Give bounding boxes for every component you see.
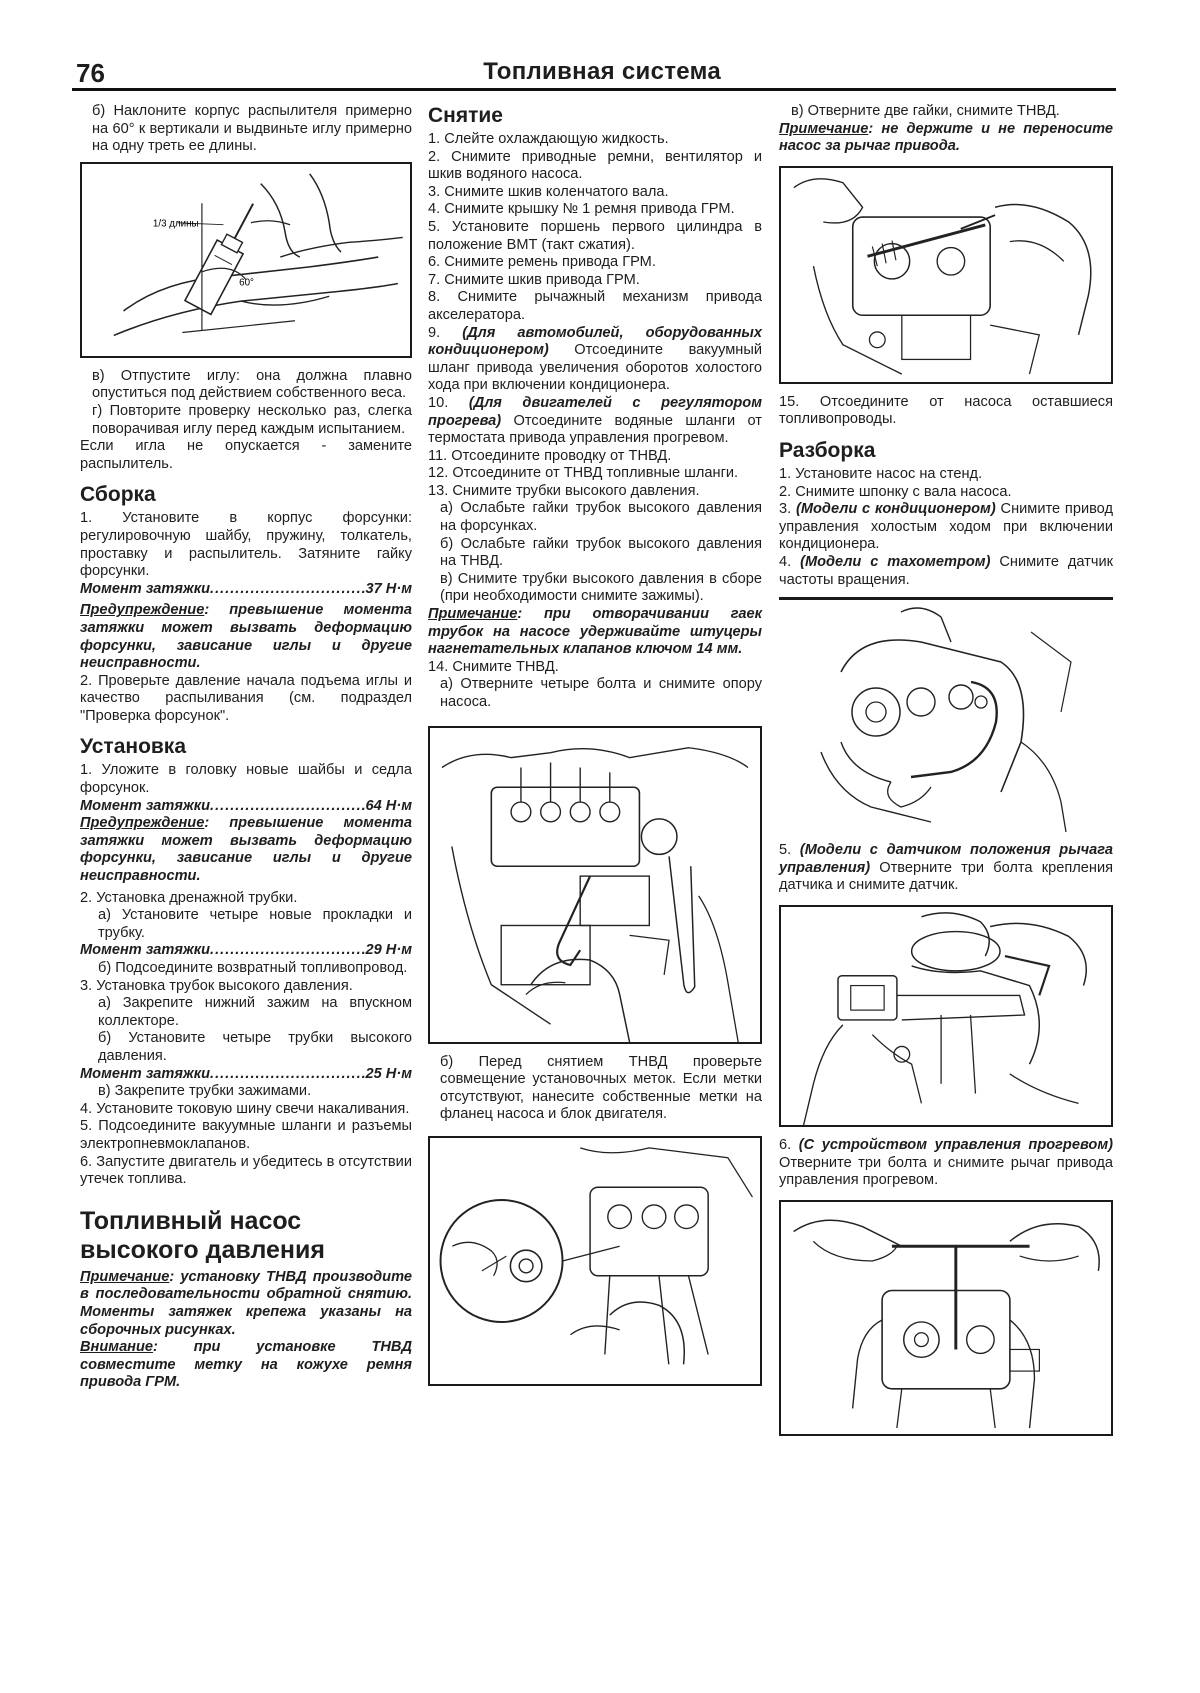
note-lever [779,121,1113,156]
snyatie-step-8: 8. Снимите рычажный механизм привода акселератора. [428,289,762,323]
torque-label: Момент затяжки [80,1065,211,1082]
ust-step-6: 6. Запустите двигатель и убедитесь в отсутствии утечек топлива. [80,1153,412,1188]
torque-label: Момент затяжки [80,942,211,959]
lever-sensor-illustration [781,907,1111,1125]
ust-step-5: 5. Подсоедините вакуумные шланги и разъемы электропневмоклапанов. [80,1118,412,1152]
torque-value: 37 Н·м [365,580,412,597]
snyatie-step-15: 15. Отсоедините от насоса оставшиеся топливопроводы. [779,393,1113,428]
ust-step-4: 4. Установите токовую шину свечи накаливания. [80,1100,410,1117]
warning-2 [80,815,412,885]
ust-step-2a: а) Установите четыре новые прокладки и трубку. [98,907,412,941]
torque-label: Момент затяжки [80,797,211,814]
step-g-repeat: г) Повторите проверку несколько раз, слегка поворачивая иглу перед каждым испытанием. [92,402,412,437]
warning-1 [80,602,412,672]
sborka-step-2: 2. Проверьте давление начала подъема иглы и качество распыливания (см. подраздел "Проверка форсунок". [80,672,412,724]
snyatie-step-1: 1. Слейте охлаждающую жидкость. [428,131,669,147]
step-b-tilt: б) Наклоните корпус распылителя примерно на 60° к вертикали и выдвиньте иглу примерно на одну треть ее длины. [92,103,412,155]
note-body: : установку ТНВД производите в последовательности обратной снятию. Моменты затяжек крепежа указаны на сборочных рисунках. [80,1268,412,1338]
torque-value: 64 Н·м [365,797,412,814]
attention-body: : при установке ТНВД совместите метку на кожухе ремня привода ГРМ. [80,1339,412,1391]
page-number: 76 [76,58,105,88]
razborka-step-5: 5. (Модели с датчиком положения рычага управления) Отверните три болта крепления датчика и снимите датчик. [779,842,1113,894]
ust-step-3b: б) Установите четыре трубки высокого давления. [98,1030,412,1064]
note-label: Примечание [779,120,869,137]
section-title-ustanovka: Установка [80,735,186,759]
razborka-step-3: 3. (Модели с кондиционером) Снимите привод управления холостым ходом при включении кондиционера. [779,501,1113,553]
figure-timing-marks [428,1136,762,1386]
snyatie-step-14a: а) Отверните четыре болта и снимите опору насоса. [440,676,762,710]
ust-step-2: 2. Установка дренажной трубки. [80,889,298,906]
snyatie-step-5: 5. Установите поршень первого цилиндра в положение ВМТ (такт сжатия). [428,218,762,253]
note-body: : при отворачивании гаек трубок на насосе удерживайте штуцеры нагнетательных клапанов ключом 14 мм. [428,606,762,658]
ust-step-3a: а) Закрепите нижний зажим на впускном коллекторе. [98,995,412,1029]
warmup-lever-illustration [781,1202,1111,1434]
note-body: : не держите и не переносите насос за рычаг привода. [779,120,1113,155]
section-title-snyatie: Снятие [428,104,503,127]
snyatie-step-13a: а) Ослабьте гайки трубок высокого давления на форсунках. [440,500,762,535]
razborka-step-2: 2. Снимите шпонку с вала насоса. [779,483,1012,500]
pump-bracket-illustration [430,728,760,1042]
column-middle [428,103,762,1396]
figure-warmup-lever [779,1200,1113,1436]
column-left [80,103,412,1392]
attention-note [80,1339,412,1392]
sborka-step-1: 1. Установите в корпус форсунки: регулировочную шайбу, пружину, толкатель, проставку и распылитель. Затяните гайку форсунки. [80,510,412,580]
step-v-release: в) Отпустите иглу: она должна плавно опуститься под действием собственного веса. [92,367,412,402]
replace-note: Если игла не опускается - замените распылитель. [80,438,412,472]
figure-lever-sensor [779,905,1113,1127]
snyatie-step-13: 13. Снимите трубки высокого давления. [428,482,700,499]
running-title: Топливная система [483,58,721,85]
ust-step-1: 1. Уложите в головку новые шайбы и седла форсунок. [80,762,412,797]
note-pipe-nuts [428,606,762,659]
warning-label: Предупреждение [80,815,205,832]
column-right [779,103,1113,1446]
snyatie-step-2: 2. Снимите приводные ремни, вентилятор и шкив водяного насоса. [428,148,762,183]
figure-nozzle-needle [80,162,412,358]
snyatie-step-13b: б) Ослабьте гайки трубок высокого давления на ТНВД. [440,535,762,570]
attention-label: Внимание [80,1339,154,1356]
torque-label: Момент затяжки [80,580,211,597]
figure-speed-sensor [779,602,1113,832]
section-title-razborka: Разборка [779,438,876,462]
snyatie-step-13v: в) Снимите трубки высокого давления в сборе (при необходимости снимите зажимы). [440,570,762,605]
snyatie-step-12: 12. Отсоедините от ТНВД топливные шланги. [428,465,739,482]
snyatie-step-14: 14. Снимите ТНВД. [428,658,559,675]
fig1-length-label: 1/3 длины [152,218,199,230]
warning-body: : превышение момента затяжки может вызвать деформацию форсунки, зависание иглы и другие неисправности. [80,602,412,672]
torque-value: 25 Н·м [365,1065,412,1082]
fig1-angle-label: 60° [239,277,254,289]
section-title-sborka: Сборка [80,483,156,507]
header-rule [72,88,1116,91]
torque-value: 29 Н·м [365,942,412,959]
snyatie-step-7: 7. Снимите шкив привода ГРМ. [428,271,640,288]
snyatie-step-10: 10. (Для двигателей с регулятором прогрева) Отсоедините водяные шланги от термостата привода управления прогревом. [428,394,762,447]
figure-pump-nuts [779,166,1113,384]
snyatie-step-6: 6. Снимите ремень привода ГРМ. [428,254,656,271]
razborka-step-6: 6. (С устройством управления прогревом) Отверните три болта и снимите рычаг привода управления прогревом. [779,1136,1113,1189]
section-title-tnvd: Топливный насос высокого давления [80,1206,325,1264]
torque-row-37 [80,581,412,599]
ust-step-3: 3. Установка трубок высокого давления. [80,977,353,994]
figure-top-rule [779,597,1113,600]
warning-label: Предупреждение [80,602,205,619]
ust-step-3v: в) Закрепите трубки зажимами. [98,1083,312,1100]
figure-pump-bracket [428,726,762,1044]
pump-nuts-illustration [781,168,1111,382]
snyatie-step-9: 9. (Для автомобилей, оборудованных кондиционером) Отсоедините вакуумный шланг привода увеличения оборотов холостого хода при включении кондиционера. [428,324,762,394]
speed-sensor-illustration [779,602,1113,832]
note-label: Примечание [80,1268,170,1285]
snyatie-step-14b: б) Перед снятием ТНВД проверьте совмещение установочных меток. Если метки отсутствуют, нанесите собственные метки на фланец насоса и блок двигателя. [440,1053,762,1123]
note-label: Примечание [428,606,518,623]
snyatie-step-11: 11. Отсоедините проводку от ТНВД. [428,447,672,464]
snyatie-step-3: 3. Снимите шкив коленчатого вала. [428,183,669,200]
snyatie-step-14v: в) Отверните две гайки, снимите ТНВД. [791,103,1060,119]
note-install-order [80,1269,412,1339]
torque-row-64 [80,798,412,816]
snyatie-step-4: 4. Снимите крышку № 1 ремня привода ГРМ. [428,201,735,218]
warning-body: : превышение момента затяжки может вызвать деформацию форсунки, зависание иглы и другие неисправности. [80,815,412,885]
razborka-step-1: 1. Установите насос на стенд. [779,465,983,482]
timing-marks-illustration [430,1138,760,1384]
torque-row-29 [80,942,412,960]
torque-row-25 [80,1066,412,1084]
page-header [72,56,1116,90]
nozzle-needle-illustration [82,164,410,356]
ust-step-2b: б) Подсоедините возвратный топливопровод. [98,960,408,976]
razborka-step-4: 4. (Модели с тахометром) Снимите датчик частоты вращения. [779,553,1113,588]
